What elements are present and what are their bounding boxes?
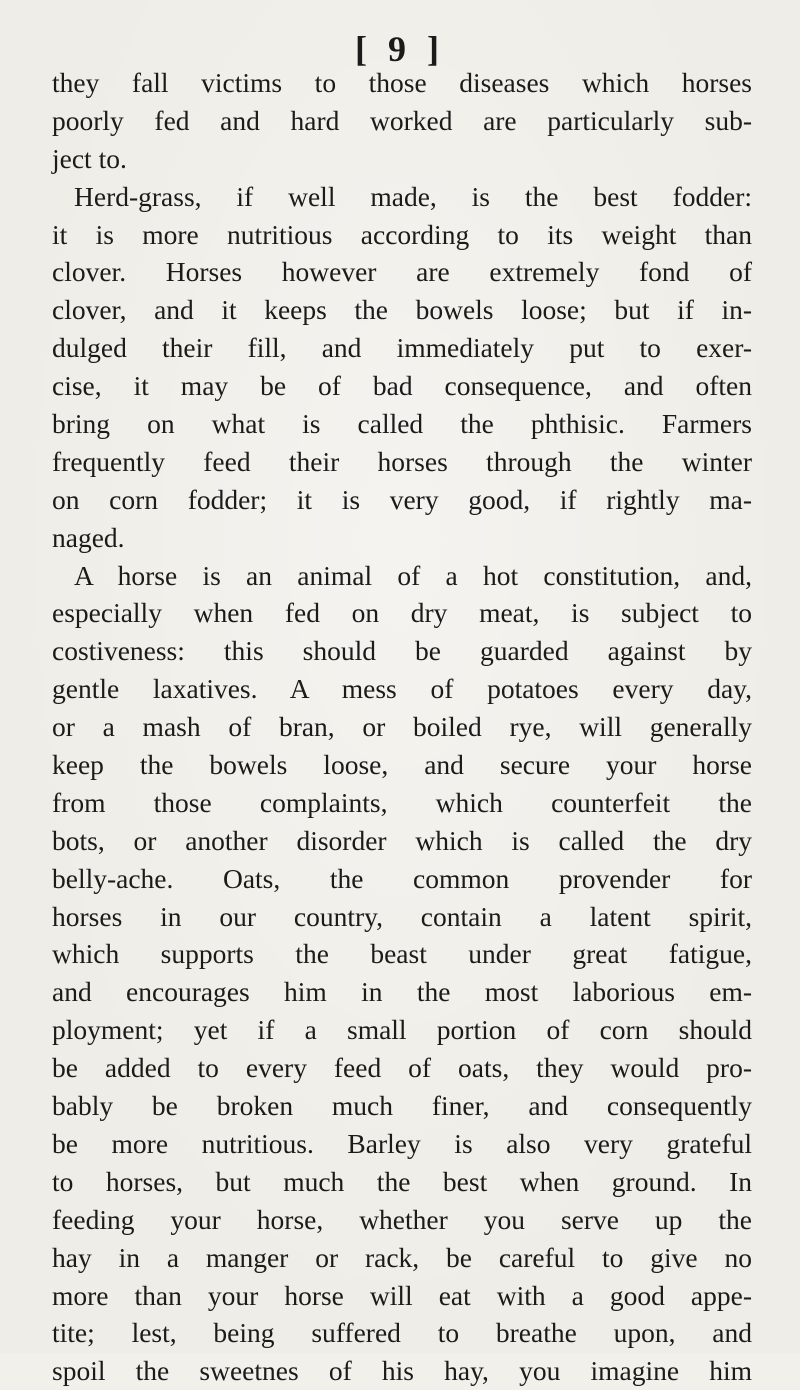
text-line: and encourages him in the most laborious em- — [52, 976, 752, 1008]
text-line: be more nutritious. Barley is also very grateful — [52, 1127, 752, 1159]
page-number: [ 9 ] — [355, 29, 445, 69]
text-line: A horse is an animal of a hot constitution, and, — [74, 559, 752, 591]
text-line: poorly fed and hard worked are particularly sub- — [52, 104, 752, 136]
text-line: dulged their fill, and immediately put to exer- — [52, 332, 752, 364]
text-line: especially when fed on dry meat, is subject to — [52, 597, 752, 629]
text-line: from those complaints, which counterfeit the — [52, 786, 752, 818]
blank-page-margin — [52, 990, 752, 1350]
text-line: horses in our country, contain a latent spirit, — [52, 900, 752, 932]
text-line: more than your horse will eat with a good appe- — [52, 1279, 752, 1311]
text-line: ployment; yet if a small portion of corn should — [52, 1014, 752, 1046]
text-line: frequently feed their horses through the winter — [52, 445, 752, 477]
text-line: it is more nutritious according to its weight than — [52, 218, 752, 250]
text-line: keep the bowels loose, and secure your horse — [52, 749, 752, 781]
text-line: spoil the sweetnes of his hay, you imagine him — [52, 1355, 752, 1387]
text-line: costiveness: this should be guarded against by — [52, 635, 752, 667]
text-line: hay in a manger or rack, be careful to give no — [52, 1241, 752, 1273]
text-line: naged. — [52, 521, 125, 553]
text-line: belly-ache. Oats, the common provender for — [52, 862, 752, 894]
text-line: bots, or another disorder which is called the dry — [52, 824, 752, 856]
text-line: on corn fodder; it is very good, if rightly ma- — [52, 483, 752, 515]
text-line: bring on what is called the phthisic. Farmers — [52, 408, 752, 440]
text-line: which supports the beast under great fatigue, — [52, 938, 752, 970]
text-line: or a mash of bran, or boiled rye, will generally — [52, 711, 752, 743]
text-line: they fall victims to those diseases which horses — [52, 67, 752, 98]
text-line: feeding your horse, whether you serve up the — [52, 1203, 752, 1235]
text-line: tite; lest, being suffered to breathe upon, and — [52, 1317, 752, 1349]
text-line: Herd-grass, if well made, is the best fodder: — [74, 180, 752, 212]
text-line: clover, and it keeps the bowels loose; but if in- — [52, 294, 752, 326]
text-line: bably be broken much finer, and consequently — [52, 1090, 752, 1122]
text-line: cise, it may be of bad consequence, and often — [52, 370, 752, 402]
text-line: to horses, but much the best when ground. In — [52, 1165, 752, 1197]
text-line: ject to. — [52, 142, 127, 174]
text-line: be added to every feed of oats, they would pro- — [52, 1052, 752, 1084]
text-line: clover. Horses however are extremely fond of — [52, 256, 752, 288]
text-line: gentle laxatives. A mess of potatoes every day, — [52, 673, 752, 705]
